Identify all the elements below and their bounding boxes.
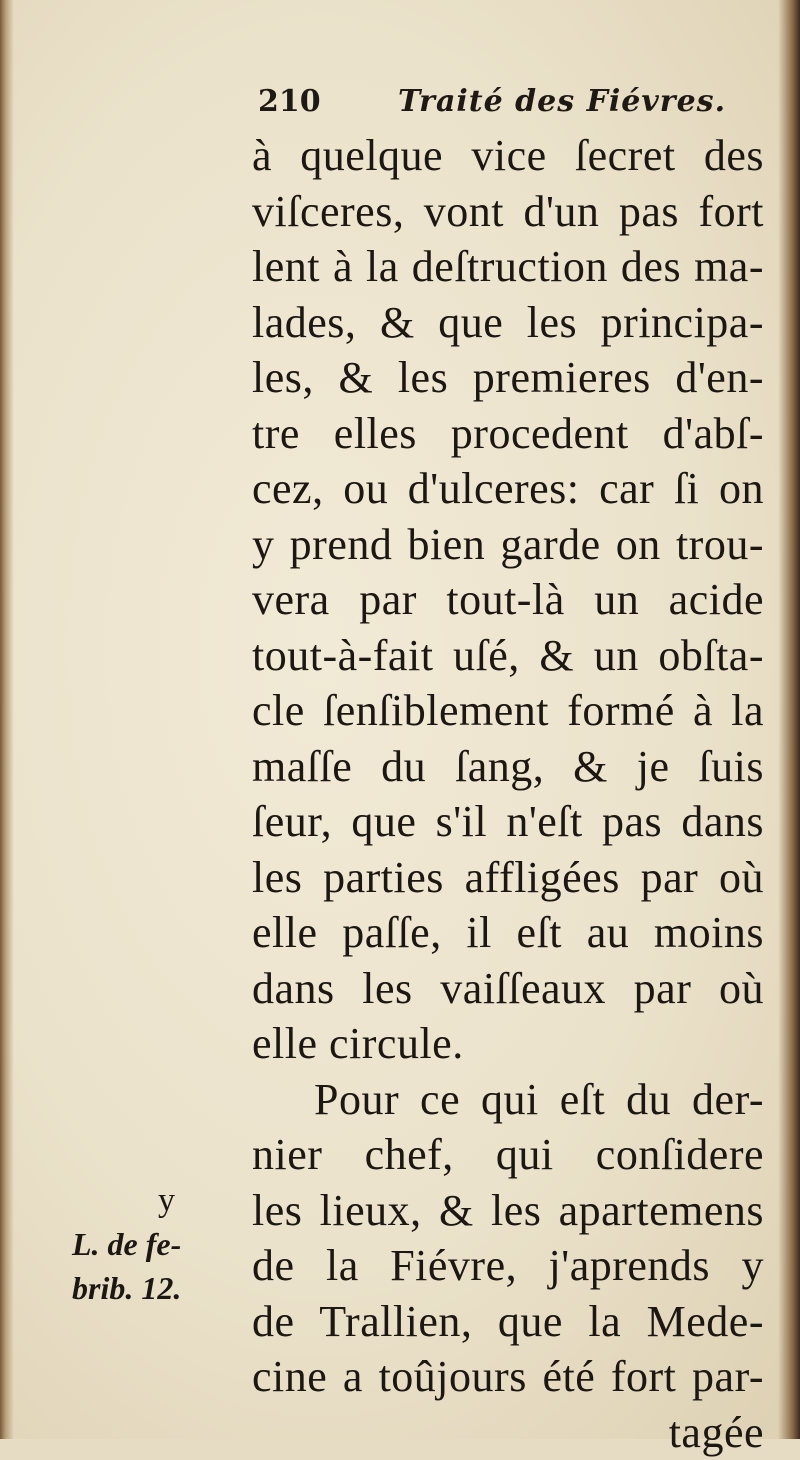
text-line: ſeur, que s'il n'eſt pas dans xyxy=(252,794,764,850)
text-line: tre elles procedent d'abſ- xyxy=(252,406,764,462)
page-right-edge xyxy=(778,0,800,1439)
text-line: viſceres, vont d'un pas fort xyxy=(252,184,764,240)
margin-note-marker: y xyxy=(72,1180,242,1222)
paragraph-end-line: elle circule. xyxy=(252,1016,764,1072)
margin-note-line: brib. 12. xyxy=(72,1266,242,1310)
text-line: cine a toûjours été fort par- xyxy=(252,1349,764,1405)
text-line: maſſe du ſang, & je ſuis xyxy=(252,739,764,795)
text-line: à quelque vice ſecret des xyxy=(252,128,764,184)
text-line: dans les vaiſſeaux par où xyxy=(252,961,764,1017)
text-line: cez, ou d'ulceres: car ſi on xyxy=(252,461,764,517)
text-line: vera par tout-là un acide xyxy=(252,572,764,628)
text-line: les parties affligées par où xyxy=(252,850,764,906)
running-head xyxy=(258,82,778,126)
page-number: 210 xyxy=(258,84,321,119)
paragraph-start-line: Pour ce qui eſt du der- xyxy=(252,1072,764,1128)
text-line: de la Fiévre, j'aprends y xyxy=(252,1238,764,1294)
catchword: tagée xyxy=(252,1405,764,1460)
text-line: de Trallien, que la Mede- xyxy=(252,1294,764,1350)
text-line: tout-à-fait uſé, & un obſta- xyxy=(252,628,764,684)
page-left-edge xyxy=(0,0,14,1439)
margin-note-line: L. de fe- xyxy=(72,1222,242,1266)
text-line: y prend bien garde on trou- xyxy=(252,517,764,573)
text-line: les lieux, & les apartemens xyxy=(252,1183,764,1239)
text-line: elle paſſe, il eſt au moins xyxy=(252,905,764,961)
text-line: nier chef, qui conſidere xyxy=(252,1127,764,1183)
body-text xyxy=(252,128,764,1460)
text-line: lent à la deſtruction des ma- xyxy=(252,239,764,295)
text-line: les, & les premieres d'en- xyxy=(252,350,764,406)
text-line: lades, & que les principa- xyxy=(252,295,764,351)
text-line: cle ſenſiblement formé à la xyxy=(252,683,764,739)
margin-note xyxy=(72,1180,242,1310)
header-title: Traité des Fiévres. xyxy=(398,84,726,119)
